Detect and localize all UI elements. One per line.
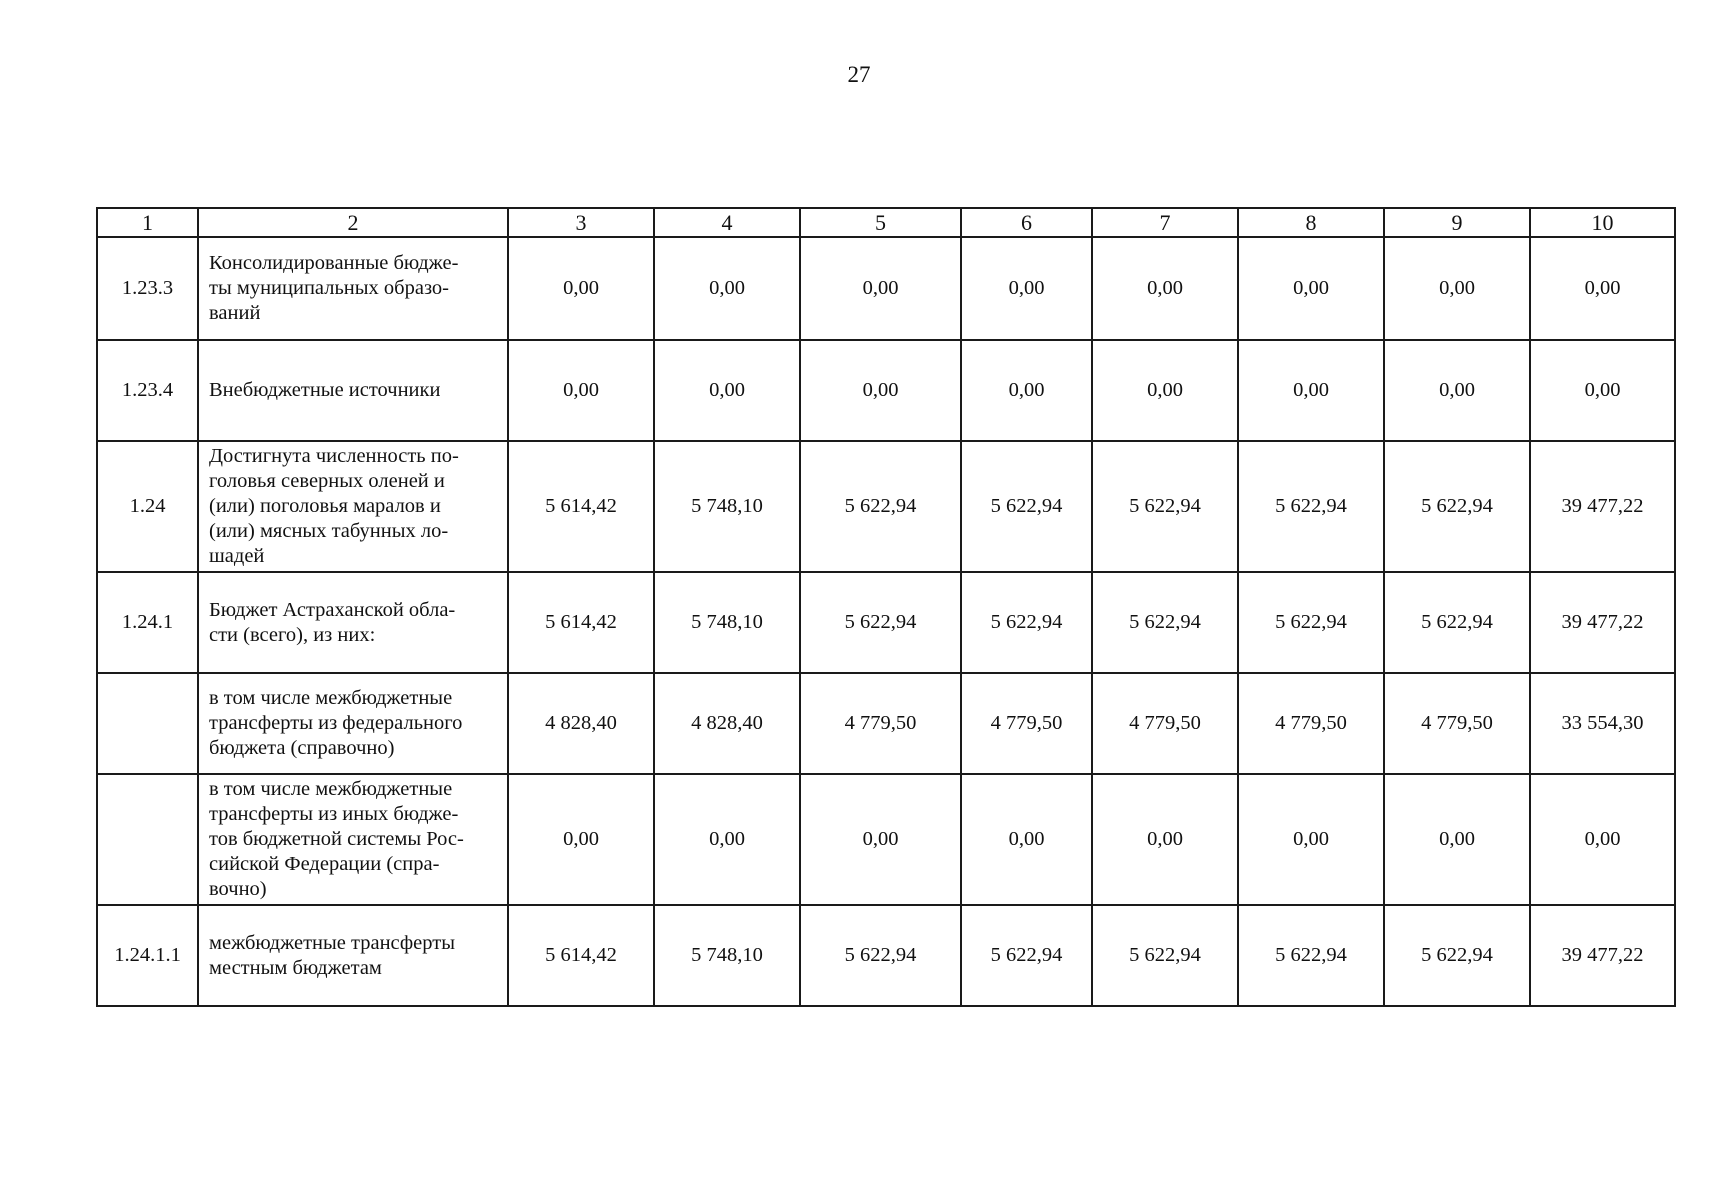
row-value: 0,00 [508, 774, 654, 905]
table-row [97, 673, 1675, 774]
row-value: 5 622,94 [1092, 572, 1238, 673]
row-value: 5 748,10 [654, 441, 800, 572]
row-value: 0,00 [800, 774, 961, 905]
row-value: 5 622,94 [961, 572, 1092, 673]
row-value: 0,00 [1238, 774, 1384, 905]
row-value: 0,00 [1384, 237, 1530, 340]
row-code: 1.23.4 [97, 340, 198, 441]
row-description: в том числе межбюджетные трансферты из иных бюдже- тов бюджетной системы Рос- сийской Федерации (спра- вочно) [198, 774, 508, 905]
row-value: 0,00 [1384, 774, 1530, 905]
row-value: 4 779,50 [961, 673, 1092, 774]
column-header: 1 [97, 208, 198, 237]
row-value: 5 622,94 [961, 905, 1092, 1006]
row-value: 0,00 [654, 340, 800, 441]
page-number: 27 [847, 62, 871, 87]
row-value: 33 554,30 [1530, 673, 1675, 774]
column-header: 2 [198, 208, 508, 237]
row-value: 5 622,94 [1092, 905, 1238, 1006]
row-value: 4 828,40 [654, 673, 800, 774]
row-code [97, 774, 198, 905]
row-value: 0,00 [1530, 237, 1675, 340]
row-value: 0,00 [508, 340, 654, 441]
row-description: Достигнута численность по- головья северных оленей и (или) поголовья маралов и (или) мясных табунных ло- шадей [198, 441, 508, 572]
table-row [97, 340, 1675, 441]
table-header-row [97, 208, 1675, 237]
row-value: 0,00 [961, 237, 1092, 340]
row-value: 5 622,94 [800, 905, 961, 1006]
row-description: межбюджетные трансферты местным бюджетам [198, 905, 508, 1006]
row-value: 0,00 [654, 237, 800, 340]
row-value: 0,00 [1530, 774, 1675, 905]
row-value: 0,00 [1092, 340, 1238, 441]
column-header: 3 [508, 208, 654, 237]
row-value: 4 828,40 [508, 673, 654, 774]
row-value: 4 779,50 [800, 673, 961, 774]
row-value: 0,00 [800, 340, 961, 441]
row-value: 5 622,94 [800, 441, 961, 572]
column-header: 10 [1530, 208, 1675, 237]
table-row [97, 572, 1675, 673]
budget-table [96, 207, 1676, 1007]
row-value: 5 614,42 [508, 905, 654, 1006]
row-description: в том числе межбюджетные трансферты из федерального бюджета (справочно) [198, 673, 508, 774]
row-value: 5 622,94 [1238, 905, 1384, 1006]
row-value: 0,00 [961, 340, 1092, 441]
row-value: 0,00 [1238, 237, 1384, 340]
row-value: 4 779,50 [1092, 673, 1238, 774]
row-value: 5 622,94 [1384, 441, 1530, 572]
row-description: Консолидированные бюдже- ты муниципальных образо- ваний [198, 237, 508, 340]
row-value: 5 748,10 [654, 905, 800, 1006]
row-code: 1.24 [97, 441, 198, 572]
column-header: 4 [654, 208, 800, 237]
row-value: 5 622,94 [1238, 441, 1384, 572]
row-value: 5 622,94 [961, 441, 1092, 572]
column-header: 8 [1238, 208, 1384, 237]
row-value: 39 477,22 [1530, 572, 1675, 673]
row-value: 4 779,50 [1238, 673, 1384, 774]
row-value: 0,00 [1092, 237, 1238, 340]
row-value: 5 622,94 [1384, 572, 1530, 673]
row-code: 1.24.1 [97, 572, 198, 673]
row-value: 0,00 [1384, 340, 1530, 441]
row-description: Внебюджетные источники [198, 340, 508, 441]
table-row [97, 441, 1675, 572]
row-value: 0,00 [800, 237, 961, 340]
row-value: 39 477,22 [1530, 441, 1675, 572]
row-value: 0,00 [1530, 340, 1675, 441]
table-row [97, 237, 1675, 340]
row-value: 5 748,10 [654, 572, 800, 673]
row-value: 5 622,94 [800, 572, 961, 673]
row-value: 0,00 [1092, 774, 1238, 905]
row-value: 39 477,22 [1530, 905, 1675, 1006]
column-header: 9 [1384, 208, 1530, 237]
row-value: 0,00 [654, 774, 800, 905]
row-value: 0,00 [961, 774, 1092, 905]
row-value: 5 622,94 [1092, 441, 1238, 572]
row-code: 1.23.3 [97, 237, 198, 340]
table-row [97, 905, 1675, 1006]
column-header: 6 [961, 208, 1092, 237]
row-value: 0,00 [1238, 340, 1384, 441]
column-header: 7 [1092, 208, 1238, 237]
row-value: 5 614,42 [508, 441, 654, 572]
row-value: 5 622,94 [1384, 905, 1530, 1006]
table-row [97, 774, 1675, 905]
row-code [97, 673, 198, 774]
row-value: 5 614,42 [508, 572, 654, 673]
row-value: 4 779,50 [1384, 673, 1530, 774]
column-header: 5 [800, 208, 961, 237]
row-value: 0,00 [508, 237, 654, 340]
row-value: 5 622,94 [1238, 572, 1384, 673]
row-code: 1.24.1.1 [97, 905, 198, 1006]
row-description: Бюджет Астраханской обла- сти (всего), из них: [198, 572, 508, 673]
